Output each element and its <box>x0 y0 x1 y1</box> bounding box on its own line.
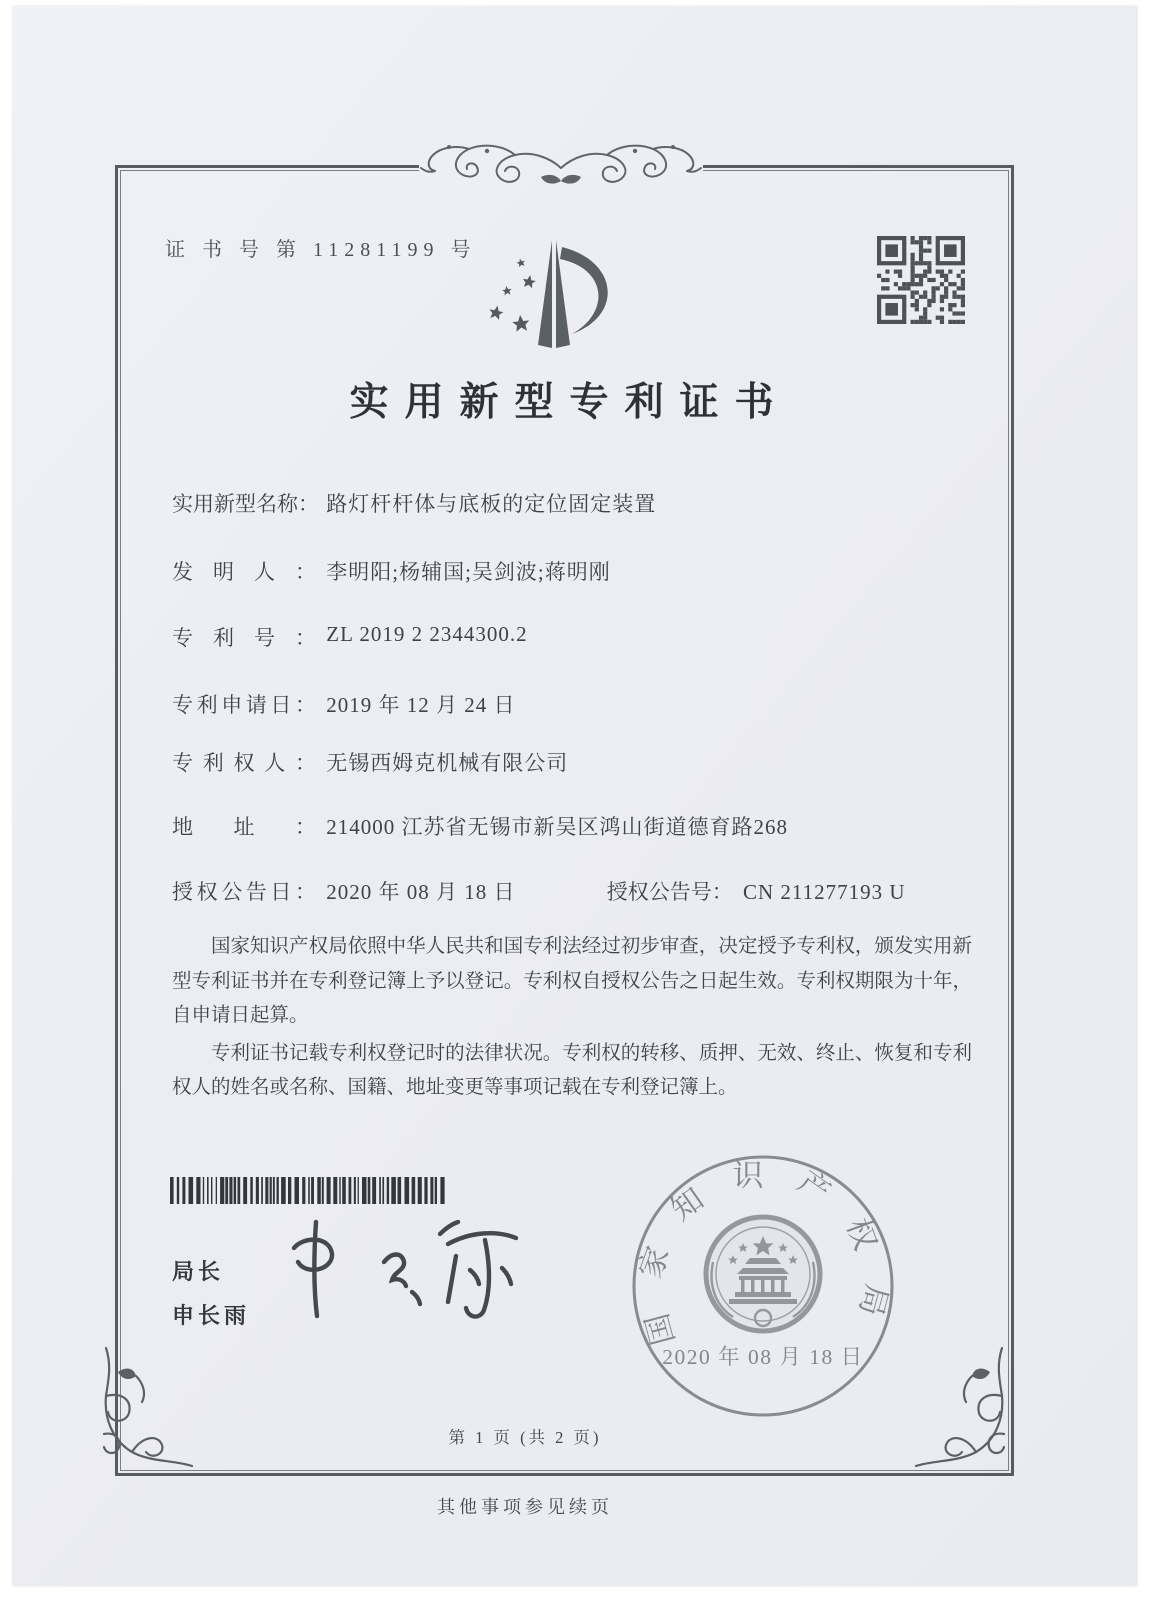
field-label: 发明人： <box>172 560 316 584</box>
corner-ornament-left-icon <box>96 1346 196 1474</box>
field-row <box>172 488 656 518</box>
field-row <box>172 747 568 777</box>
top-flourish-ornament-icon <box>391 139 731 199</box>
official-seal <box>627 1150 899 1422</box>
paragraph-register-statement: 专利证书记载专利权登记时的法律状况。专利权的转移、质押、无效、终止、恢复和专利权人的姓名或名称、国籍、地址变更等事项记载在专利登记簿上。 <box>172 1042 972 1098</box>
continuation-note: 其他事项参见续页 <box>437 1497 613 1517</box>
field-label: 授权公告日： <box>172 880 316 904</box>
field-value: 2019 年 12 月 24 日 <box>326 693 516 717</box>
field-row <box>172 876 906 906</box>
certificate-number: 证 书 号 第 11281199 号 <box>165 239 477 261</box>
field-label: 专利权人： <box>172 751 316 775</box>
barcode-icon <box>170 1177 450 1204</box>
grant-number-label: 授权公告号： <box>606 880 733 904</box>
cnipa-patent-logo-icon <box>462 234 642 356</box>
seal-arc-text: 国家知识产权局 <box>631 1158 895 1349</box>
field-label: 地址： <box>172 815 316 839</box>
signer-name: 申长雨 <box>172 1303 251 1328</box>
field-label: 实用新型名称： <box>172 492 319 516</box>
field-label: 专利申请日： <box>172 693 316 717</box>
qr-code-icon <box>877 236 965 324</box>
national-emblem-icon <box>706 1217 820 1331</box>
field-value: 214000 江苏省无锡市新吴区鸿山街道德育路268 <box>326 815 788 839</box>
field-row <box>172 556 611 586</box>
field-value: 李明阳;杨辅国;吴剑波;蒋明刚 <box>326 560 611 584</box>
field-label: 专利号： <box>172 626 316 650</box>
seal-date: 2020 年 08 月 18 日 <box>662 1345 864 1369</box>
signature-handwriting-icon <box>280 1212 580 1337</box>
corner-ornament-right-icon <box>912 1346 1012 1474</box>
field-value: 无锡西姆克机械有限公司 <box>326 751 569 775</box>
field-row <box>172 811 788 841</box>
field-value: 路灯杆杆体与底板的定位固定装置 <box>326 492 657 516</box>
certificate-title: 实用新型专利证书 <box>349 381 790 424</box>
page-number: 第 1 页 (共 2 页) <box>448 1428 602 1447</box>
field-value: 2020 年 08 月 18 日 <box>326 880 516 904</box>
legal-paragraphs <box>172 930 972 1106</box>
signer-block <box>172 1250 250 1338</box>
grant-number-value: CN 211277193 U <box>743 880 906 904</box>
field-value: ZL 2019 2 2344300.2 <box>326 622 528 646</box>
signer-title: 局长 <box>172 1259 225 1284</box>
field-row <box>172 622 528 652</box>
field-row <box>172 689 516 719</box>
paragraph-grant-statement: 国家知识产权局依照中华人民共和国专利法经过初步审查，决定授予专利权，颁发实用新型专利证书并在专利登记簿上予以登记。专利权自授权公告之日起生效。专利权期限为十年，自申请日起算。 <box>172 936 972 1026</box>
